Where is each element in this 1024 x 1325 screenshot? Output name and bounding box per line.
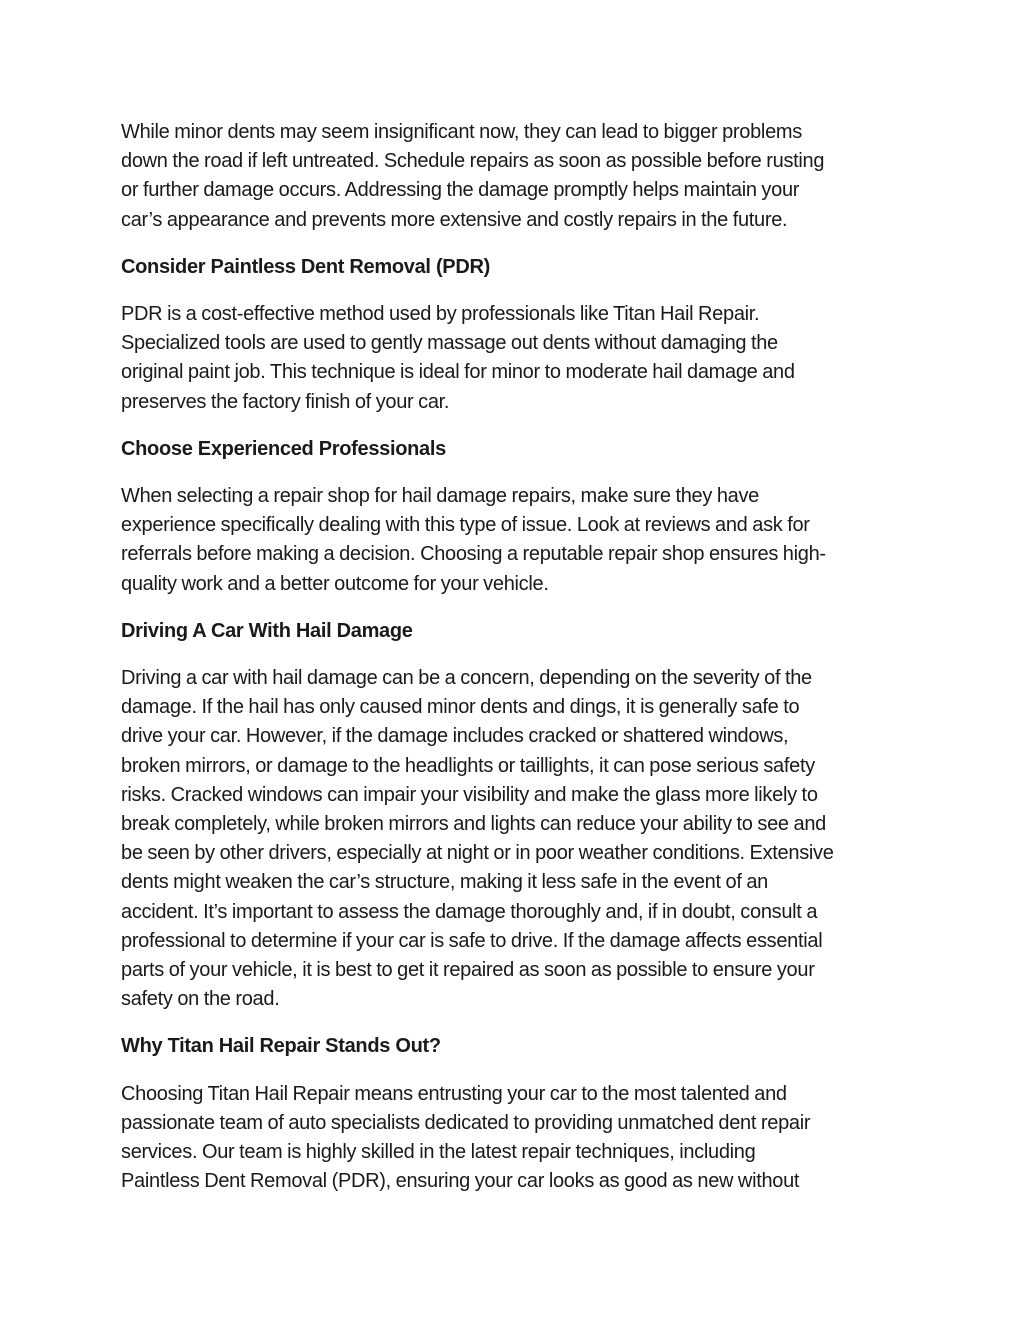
heading-pdr: Consider Paintless Dent Removal (PDR): [121, 255, 490, 278]
text-line: Choosing Titan Hail Repair means entrusting your car to the most talented and: [121, 1082, 787, 1105]
text-line: quality work and a better outcome for your vehicle.: [121, 572, 549, 595]
text-line: PDR is a cost-effective method used by professionals like Titan Hail Repair.: [121, 303, 760, 326]
text-line: car’s appearance and prevents more extensive and costly repairs in the future.: [121, 208, 788, 231]
text-line: Driving a car with hail damage can be a concern, depending on the severity of the: [121, 667, 812, 690]
paragraph-pdr: [121, 300, 911, 417]
text-line: passionate team of auto specialists dedicated to providing unmatched dent repair: [121, 1111, 811, 1134]
text-line: services. Our team is highly skilled in the latest repair techniques, including: [121, 1141, 756, 1164]
text-line: accident. It’s important to assess the damage thoroughly and, if in doubt, consult a: [121, 900, 818, 923]
text-line: risks. Cracked windows can impair your visibility and make the glass more likely to: [121, 783, 818, 806]
text-line: damage. If the hail has only caused minor dents and dings, it is generally safe to: [121, 696, 800, 719]
text-line: drive your car. However, if the damage includes cracked or shattered windows,: [121, 725, 789, 748]
text-line: be seen by other drivers, especially at night or in poor weather conditions. Extensive: [121, 842, 834, 865]
text-line: safety on the road.: [121, 988, 280, 1011]
paragraph-titan: [121, 1080, 911, 1197]
paragraph-driving: [121, 664, 911, 1014]
text-line: broken mirrors, or damage to the headlights or taillights, it can pose serious safety: [121, 754, 815, 777]
heading-driving: Driving A Car With Hail Damage: [121, 619, 413, 642]
text-line: professional to determine if your car is safe to drive. If the damage affects essential: [121, 929, 823, 952]
text-line: preserves the factory finish of your car.: [121, 390, 450, 413]
heading-professionals: Choose Experienced Professionals: [121, 437, 446, 460]
text-line: break completely, while broken mirrors and lights can reduce your ability to see and: [121, 813, 826, 836]
text-line: Paintless Dent Removal (PDR), ensuring your car looks as good as new without: [121, 1170, 800, 1193]
text-line: dents might weaken the car’s structure, making it less safe in the event of an: [121, 871, 768, 894]
heading-titan: Why Titan Hail Repair Stands Out?: [121, 1035, 441, 1058]
text-line: While minor dents may seem insignificant now, they can lead to bigger problems: [121, 121, 802, 143]
text-line: original paint job. This technique is ideal for minor to moderate hail damage and: [121, 361, 795, 384]
text-line: parts of your vehicle, it is best to get it repaired as soon as possible to ensure your: [121, 959, 815, 982]
text-line: referrals before making a decision. Choosing a reputable repair shop ensures high-: [121, 543, 826, 566]
text-line: or further damage occurs. Addressing the damage promptly helps maintain your: [121, 179, 800, 202]
text-line: experience specifically dealing with this type of issue. Look at reviews and ask for: [121, 514, 810, 537]
text-line: Specialized tools are used to gently massage out dents without damaging the: [121, 332, 778, 355]
paragraph-professionals: [121, 482, 911, 599]
document-body: [121, 118, 911, 1197]
text-line: When selecting a repair shop for hail damage repairs, make sure they have: [121, 485, 760, 508]
text-line: down the road if left untreated. Schedule repairs as soon as possible before rusting: [121, 150, 825, 173]
paragraph-untreated-dents: [121, 118, 911, 235]
